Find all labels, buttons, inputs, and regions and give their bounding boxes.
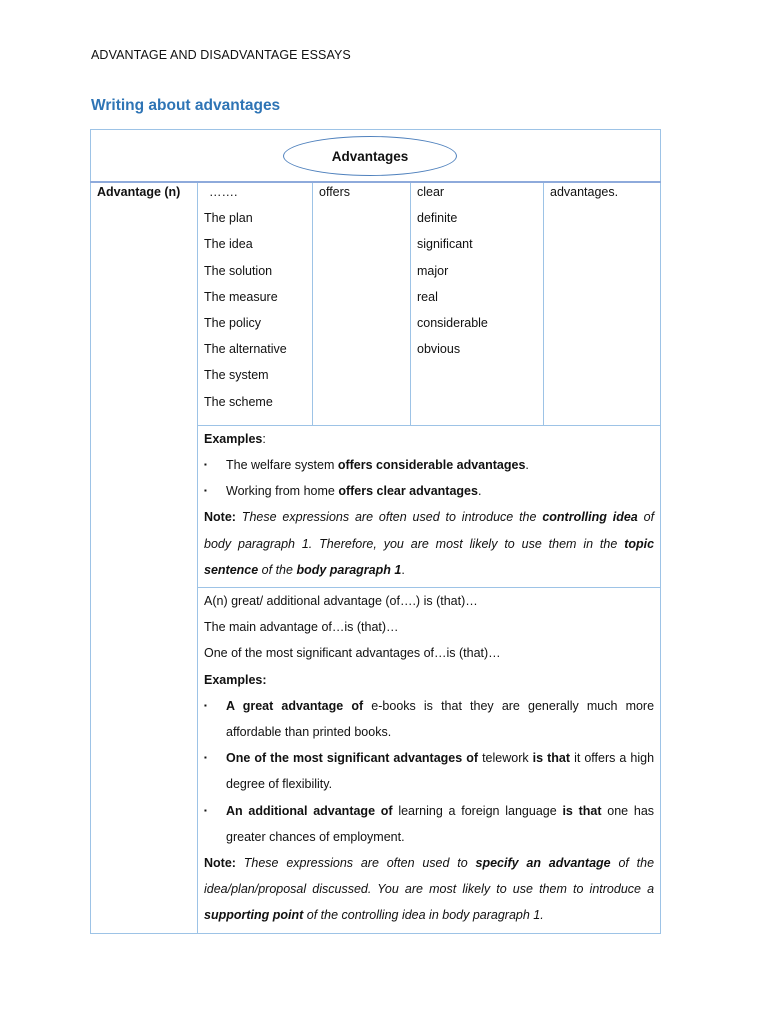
examples-block-1	[198, 425, 661, 587]
adjective-item: clear	[417, 185, 445, 199]
note-label: Note:	[204, 510, 236, 525]
advantages-oval: Advantages	[283, 136, 457, 176]
bullet-icon: ▪	[204, 805, 207, 815]
note-label: Note:	[204, 855, 236, 870]
adjective-item: major	[417, 263, 449, 278]
adjectives-column	[411, 182, 544, 425]
note-text: .	[401, 562, 405, 577]
subject-item: The idea	[204, 237, 253, 252]
example-text: telework	[478, 751, 533, 766]
subject-item: The plan	[204, 211, 253, 226]
note-bold: supporting point	[204, 908, 304, 923]
subject-item: The solution	[204, 263, 273, 278]
example-item	[204, 798, 654, 850]
example-item	[204, 745, 654, 797]
example-item	[204, 478, 654, 504]
bullet-icon: ▪	[204, 753, 207, 763]
examples-heading	[204, 426, 654, 452]
object-item: advantages.	[550, 185, 619, 199]
advantages-table	[90, 129, 660, 934]
example-text: learning a foreign language	[392, 803, 563, 818]
example-bold: is that	[562, 803, 602, 818]
row-label-advantage-noun: Advantage (n)	[91, 182, 198, 933]
example-text: Working from home	[226, 484, 339, 499]
bullet-icon: ▪	[204, 459, 207, 469]
note-bold: body paragraph 1	[296, 562, 402, 577]
note-text: of body paragraph 1. Therefore, you are most likely to use them in the	[204, 510, 655, 551]
examples-block-2	[198, 587, 661, 933]
adjective-item: significant	[417, 237, 473, 252]
subjects-column	[198, 182, 313, 425]
subject-item: The alternative	[204, 342, 287, 357]
example-bold: is that	[532, 751, 571, 766]
example-text: .	[525, 457, 529, 472]
adjective-item: real	[417, 289, 438, 304]
adjective-item: definite	[417, 211, 458, 226]
example-bold: An additional advantage of	[226, 803, 393, 818]
note-text: of the idea/plan/proposal discussed. You are most likely to use them to introduce a	[204, 855, 655, 897]
note-paragraph	[204, 850, 654, 929]
table-title-cell	[91, 130, 661, 183]
subject-item: The measure	[204, 289, 278, 304]
expression-line: The main advantage of…is (that)…	[204, 620, 399, 635]
note-text: These expressions are often used to	[235, 855, 476, 870]
examples-colon: :	[262, 431, 266, 446]
example-bold: offers clear advantages	[338, 484, 478, 499]
example-bold: One of the most significant advantages of	[226, 751, 479, 766]
example-text: .	[477, 484, 482, 499]
document-header: ADVANTAGE AND DISADVANTAGE ESSAYS	[91, 48, 351, 62]
note-text: These expressions are often used to introduce the	[235, 510, 543, 525]
example-bold: A great advantage of	[226, 698, 364, 713]
note-bold: controlling idea	[542, 510, 638, 525]
verb-column	[313, 182, 411, 425]
examples-label: Examples	[204, 431, 263, 446]
example-item	[204, 452, 654, 478]
example-text: one has greater chances of employment.	[226, 803, 655, 844]
adjective-item: considerable	[417, 315, 488, 330]
subject-item: The policy	[204, 315, 261, 330]
subject-item: The system	[204, 368, 269, 383]
example-item	[204, 693, 654, 745]
example-text: it offers a high degree of flexibility.	[226, 751, 655, 792]
note-paragraph	[204, 504, 654, 583]
adjective-item: obvious	[417, 342, 461, 357]
examples-label: Examples:	[204, 672, 267, 687]
section-title: Writing about advantages	[91, 97, 281, 114]
object-column	[544, 182, 661, 425]
note-text: of the	[258, 562, 297, 577]
verb-item: offers	[319, 185, 351, 199]
example-bold: offers considerable advantages	[337, 457, 526, 472]
example-text: e-books is that they are generally much more affordable than printed books.	[226, 698, 655, 739]
expression-line: One of the most significant advantages of…is (that)…	[204, 646, 501, 661]
note-bold: specify an advantage	[475, 855, 611, 870]
subject-item: …….	[209, 185, 238, 199]
subject-item: The scheme	[204, 394, 273, 409]
bullet-icon: ▪	[204, 486, 207, 496]
expression-line: A(n) great/ additional advantage (of….) is (that)…	[204, 593, 478, 608]
bullet-icon: ▪	[204, 700, 207, 710]
example-text: The welfare system	[226, 457, 338, 472]
note-bold: topic sentence	[204, 536, 655, 577]
note-text: of the controlling idea in body paragraph 1.	[303, 908, 544, 923]
examples-heading	[204, 667, 654, 693]
